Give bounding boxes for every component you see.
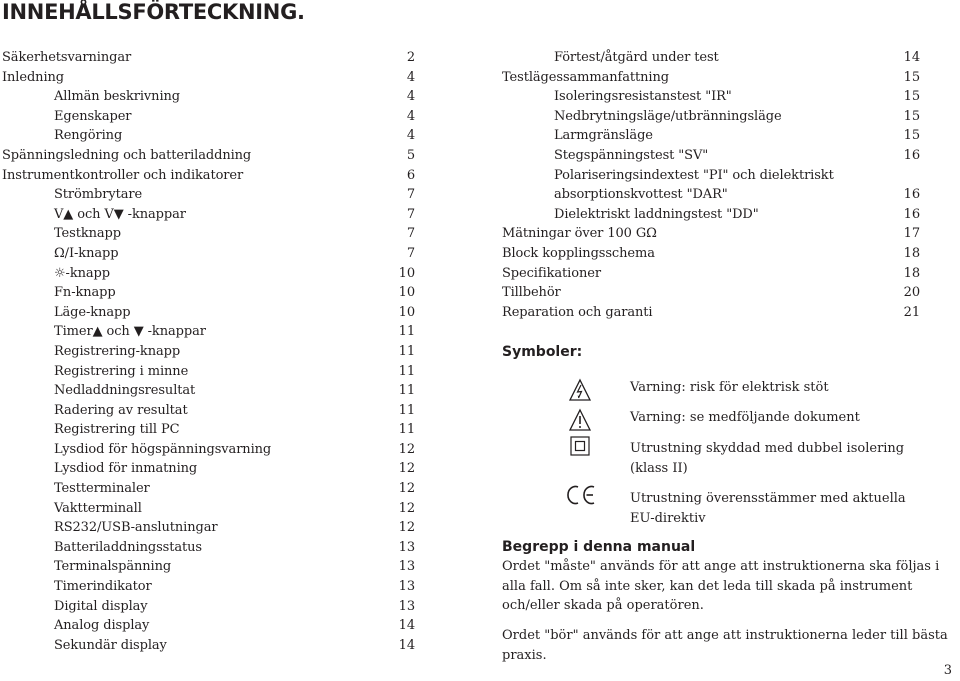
symbols-heading: Symboler:: [502, 344, 583, 360]
symbol-description: Utrustning överensstämmer med aktuella EU-direktiv: [630, 491, 906, 526]
toc-entry-page: 4: [406, 108, 415, 124]
toc-entry-title: Batteriladdningsstatus: [54, 539, 202, 555]
toc-entry: [2, 577, 415, 597]
toc-entry-page: 4: [406, 89, 415, 105]
toc-entry-title: Allmän beskrivning: [54, 89, 180, 105]
terms-heading: Begrepp i denna manual: [502, 539, 696, 555]
toc-entry-page: 7: [406, 187, 415, 203]
toc-entry: [2, 440, 415, 460]
toc-entry: [502, 87, 920, 107]
toc-entry-title: Registrering till PC: [54, 422, 180, 438]
toc-entry: [502, 303, 920, 323]
toc-entry-page: 4: [406, 69, 415, 85]
toc-entry-title: Tillbehör: [502, 285, 561, 301]
toc-entry-page: 13: [398, 559, 415, 575]
toc-entry: [502, 166, 920, 186]
toc-entry-title: Rengöring: [54, 128, 123, 144]
toc-left-column: [2, 48, 415, 655]
toc-entry-page: 11: [398, 402, 415, 418]
toc-entry-title: Instrumentkontroller och indikatorer: [2, 167, 244, 183]
toc-entry-page: 17: [903, 226, 920, 242]
toc-entry-page: 13: [398, 598, 415, 614]
toc-entry-page: 6: [406, 167, 415, 183]
toc-entry: [502, 244, 920, 264]
toc-entry-title: absorptionskvottest "DAR": [554, 187, 728, 203]
toc-entry: [502, 68, 920, 88]
toc-entry-title: Nedbrytningsläge/utbränningsläge: [554, 108, 782, 124]
toc-entry: [2, 459, 415, 479]
toc-entry-page: 15: [903, 69, 920, 85]
toc-entry: [502, 185, 920, 205]
toc-entry: [2, 224, 415, 244]
toc-entry: [502, 107, 920, 127]
page-title: INNEHÅLLSFÖRTECKNING.: [2, 0, 305, 24]
toc-entry: [502, 224, 920, 244]
toc-entry: [2, 636, 415, 656]
toc-entry-page: 7: [406, 226, 415, 242]
toc-entry-page: 12: [398, 500, 415, 516]
page-number: 3: [943, 663, 952, 678]
toc-entry: [2, 48, 415, 68]
toc-entry-page: 20: [903, 285, 920, 301]
toc-entry-page: 14: [398, 618, 415, 634]
toc-entry: [2, 107, 415, 127]
toc-entry-page: 16: [903, 206, 920, 222]
toc-entry-title: ☼-knapp: [54, 265, 110, 281]
toc-entry: [2, 420, 415, 440]
toc-entry: [2, 322, 415, 342]
toc-entry-page: 14: [903, 50, 920, 65]
toc-entry: [502, 264, 920, 284]
toc-entry-title: Block kopplingsschema: [502, 245, 655, 261]
toc-entry-page: 12: [398, 520, 415, 536]
toc-entry-title: Registrering-knapp: [54, 343, 181, 359]
toc-entry: [2, 185, 415, 205]
toc-entry-page: 4: [406, 128, 415, 144]
toc-entry-page: 12: [398, 481, 415, 497]
toc-entry-title: Lysdiod för inmatning: [54, 461, 198, 477]
toc-entry: [2, 597, 415, 617]
toc-entry-page: 14: [398, 637, 415, 653]
symbol-description: Varning: se medföljande dokument: [630, 410, 860, 425]
toc-entry-title: Timerindikator: [54, 579, 152, 595]
toc-entry-page: 13: [398, 579, 415, 595]
toc-entry-title: V▲ och V▼ -knappar: [54, 206, 186, 222]
toc-entry: [2, 283, 415, 303]
toc-entry: [2, 518, 415, 538]
toc-entry: [2, 381, 415, 401]
toc-entry-title: Säkerhetsvarningar: [2, 50, 132, 65]
toc-entry-page: 10: [398, 304, 415, 320]
toc-entry-title: Polariseringsindextest "PI" och dielektriskt: [554, 167, 834, 183]
toc-entry-title: Digital display: [54, 598, 148, 614]
toc-entry-title: Nedladdningsresultat: [54, 383, 196, 399]
terms-paragraph-must: Ordet "måste" används för att ange att instruktionerna ska följas i alla fall. Om så inte sker, kan det leda till skada på instrument och/eller skada på operatören.: [502, 559, 940, 614]
toc-entry-title: Larmgränsläge: [554, 128, 653, 144]
toc-entry-title: Isoleringsresistanstest "IR": [554, 89, 732, 105]
toc-entry-title: Analog display: [54, 618, 150, 634]
toc-entry-title: Vaktterminall: [54, 500, 142, 516]
toc-entry-title: Egenskaper: [54, 108, 132, 124]
toc-entry: [2, 146, 415, 166]
toc-entry: [2, 342, 415, 362]
toc-entry-page: 7: [406, 206, 415, 222]
toc-entry-page: 11: [398, 383, 415, 399]
terms-paragraph-should: Ordet "bör" används för att ange att instruktionerna leder till bästa praxis.: [502, 628, 948, 663]
toc-entry-page: 12: [398, 461, 415, 477]
toc-entry: [2, 538, 415, 558]
toc-entry-page: 15: [903, 89, 920, 105]
toc-entry-page: 18: [903, 245, 920, 261]
toc-entry-title: Terminalspänning: [54, 559, 172, 575]
toc-entry-page: 15: [903, 128, 920, 144]
toc-entry: [502, 48, 920, 68]
toc-entry-title: Timer▲ och ▼ -knappar: [54, 324, 206, 340]
toc-entry: [2, 303, 415, 323]
toc-entry: [2, 244, 415, 264]
toc-entry-title: Mätningar över 100 GΩ: [502, 226, 657, 242]
toc-entry: [2, 499, 415, 519]
toc-entry-page: 2: [406, 50, 415, 65]
toc-entry-title: Ω/I-knapp: [54, 245, 119, 261]
toc-entry: [2, 479, 415, 499]
toc-entry-page: 11: [398, 324, 415, 340]
toc-entry-title: Dielektriskt laddningstest "DD": [554, 206, 759, 222]
toc-entry-title: Testlägessammanfattning: [502, 69, 669, 85]
toc-entry-page: 11: [398, 363, 415, 379]
double-insulation-icon: [560, 435, 600, 461]
toc-entry-page: 10: [398, 265, 415, 281]
toc-entry-page: 13: [398, 539, 415, 555]
toc-entry: [2, 166, 415, 186]
toc-entry-page: 11: [398, 422, 415, 438]
toc-entry: [502, 146, 920, 166]
toc-entry: [2, 362, 415, 382]
symbol-description: Varning: risk för elektrisk stöt: [630, 380, 829, 395]
toc-entry: [2, 616, 415, 636]
toc-entry-page: 16: [903, 187, 920, 203]
symbol-description: Utrustning skyddad med dubbel isolering (klass II): [630, 441, 905, 476]
toc-entry: [2, 87, 415, 107]
toc-entry: [2, 205, 415, 225]
toc-entry-title: Sekundär display: [54, 637, 167, 653]
toc-entry: [502, 283, 920, 303]
toc-entry: [2, 401, 415, 421]
toc-entry-title: Radering av resultat: [54, 402, 188, 418]
toc-entry: [2, 557, 415, 577]
toc-entry-title: Spänningsledning och batteriladdning: [2, 147, 252, 163]
toc-entry-title: Fn-knapp: [54, 285, 116, 301]
toc-entry-page: 18: [903, 265, 920, 281]
toc-entry-page: 10: [398, 285, 415, 301]
toc-entry-title: Stegspänningstest "SV": [554, 147, 709, 163]
toc-entry-page: 15: [903, 108, 920, 124]
toc-right-column: [502, 48, 920, 322]
toc-entry: [2, 264, 415, 284]
toc-entry-title: Testknapp: [54, 226, 121, 242]
toc-entry: [502, 205, 920, 225]
toc-entry-title: Reparation och garanti: [502, 304, 653, 320]
toc-entry-page: 5: [406, 147, 415, 163]
toc-entry-title: Testterminaler: [54, 481, 150, 497]
toc-entry-page: 21: [903, 304, 920, 320]
toc-entry-title: Förtest/åtgärd under test: [554, 50, 719, 65]
toc-entry-title: Läge-knapp: [54, 304, 131, 320]
toc-entry-title: Lysdiod för högspänningsvarning: [54, 441, 272, 457]
toc-entry-title: Strömbrytare: [54, 187, 143, 203]
toc-entry-page: 12: [398, 441, 415, 457]
ce-mark-icon: [560, 482, 600, 508]
toc-entry-page: 11: [398, 343, 415, 359]
toc-entry-title: Inledning: [2, 69, 65, 85]
toc-entry-title: RS232/USB-anslutningar: [54, 520, 218, 536]
toc-entry-page: 16: [903, 147, 920, 163]
toc-entry-page: 7: [406, 245, 415, 261]
toc-entry: [502, 126, 920, 146]
electric-shock-warning-icon: [560, 378, 600, 404]
toc-entry-title: Specifikationer: [502, 265, 601, 281]
toc-entry-title: Registrering i minne: [54, 363, 189, 379]
toc-entry: [2, 126, 415, 146]
caution-warning-icon: [560, 408, 600, 434]
toc-entry: [2, 68, 415, 88]
